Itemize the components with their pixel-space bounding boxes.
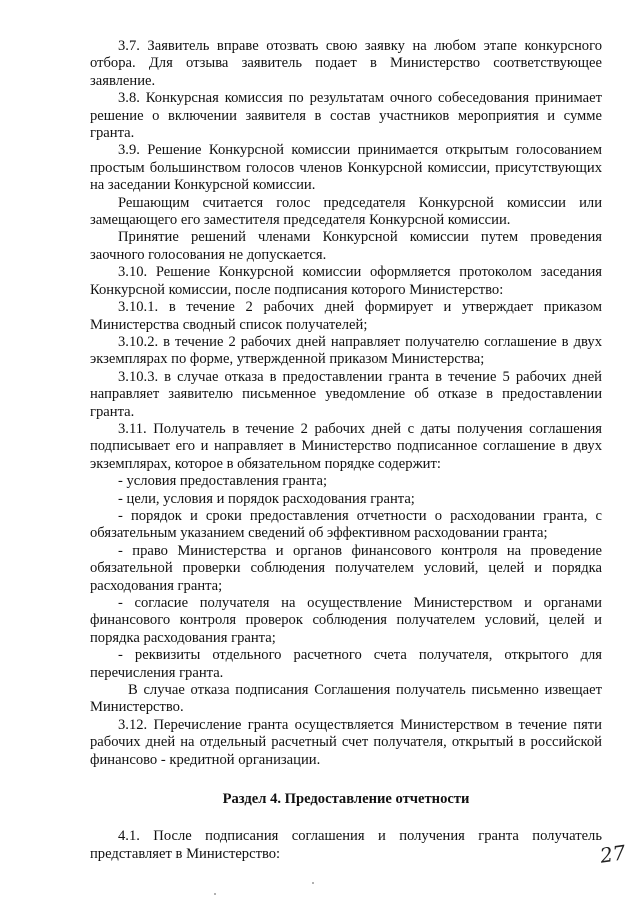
- paragraph-p3101: 3.10.1. в течение 2 рабочих дней формирует и утверждает приказом Министерства сводный список получателей;: [90, 299, 602, 333]
- paragraph-p39b: Решающим считается голос председателя Конкурсной комиссии или замещающего его заместителя председателя Конкурсной комиссии.: [90, 194, 602, 229]
- paragraph-p41: 4.1. После подписания соглашения и получения гранта получатель представляет в Министерство:: [90, 828, 602, 862]
- handwritten-page-number: 27: [598, 840, 627, 868]
- paragraph-p311: 3.11. Получатель в течение 2 рабочих дней с даты получения соглашения подписывает его и направляет в Министерство подписанное соглашение в двух экземплярах, которое в обязательном порядке содержит:: [90, 420, 602, 472]
- paragraph-p310: 3.10. Решение Конкурсной комиссии оформляется протоколом заседания Конкурсной комиссии, после подписания которого Министерство:: [90, 264, 602, 298]
- paragraph-p3102: 3.10.2. в течение 2 рабочих дней направляет получателю соглашение в двух экземплярах по форме, утвержденной приказом Министерства;: [90, 333, 602, 368]
- paragraph-d5: - согласие получателя на осуществление Министерством и органами финансового контроля проверок соблюдения получателем условий, целей и порядка расходования гранта;: [90, 595, 602, 646]
- section-4-body: [90, 828, 602, 863]
- section-3-body: [90, 38, 602, 769]
- section-heading: Раздел 4. Предоставление отчетности: [222, 791, 470, 808]
- paragraph-p39: 3.9. Решение Конкурсной комиссии принимается открытым голосованием простым большинством голосов членов Конкурсной комиссии, присутствующих на заседании Конкурсной комиссии.: [90, 142, 602, 194]
- paragraph-p37: 3.7. Заявитель вправе отозвать свою заявку на любом этапе конкурсного отбора. Для отзыва заявитель подает в Министерство соответствующее заявление.: [90, 38, 602, 89]
- paragraph-d6: - реквизиты отдельного расчетного счета получателя, открытого для перечисления гранта.: [90, 647, 602, 681]
- paragraph-d1: - условия предоставления гранта;: [118, 473, 328, 490]
- paragraph-d4: - право Министерства и органов финансового контроля на проведение обязательной проверки соблюдения получателем условий, целей и порядка расходования гранта;: [90, 542, 602, 594]
- paragraph-p38: 3.8. Конкурсная комиссия по результатам очного собеседования принимает решение о включении заявителя в состав участников мероприятия и сумме гранта.: [90, 90, 602, 142]
- document-page: [90, 38, 602, 863]
- paragraph-p312: 3.12. Перечисление гранта осуществляется Министерством в течение пяти рабочих дней на отдельный расчетный счет получателя, открытый в российской финансово - кредитной организации.: [90, 716, 602, 768]
- paragraph-p311b: В случае отказа подписания Соглашения получатель письменно извещает Министерство.: [90, 682, 602, 716]
- paragraph-d2: - цели, условия и порядок расходования гранта;: [118, 490, 415, 507]
- scan-speck: [214, 893, 216, 895]
- paragraph-p39c: Принятие решений членами Конкурсной комиссии путем проведения заочного голосования не допускается.: [90, 229, 602, 263]
- paragraph-d3: - порядок и сроки предоставления отчетности о расходовании гранта, с обязательным указанием сведений об эффективном расходовании гранта;: [90, 507, 602, 542]
- paragraph-p3103: 3.10.3. в случае отказа в предоставлении гранта в течение 5 рабочих дней направляет заявителю письменное уведомление об отказе в предоставлении гранта.: [90, 368, 602, 420]
- scan-speck: [312, 882, 314, 884]
